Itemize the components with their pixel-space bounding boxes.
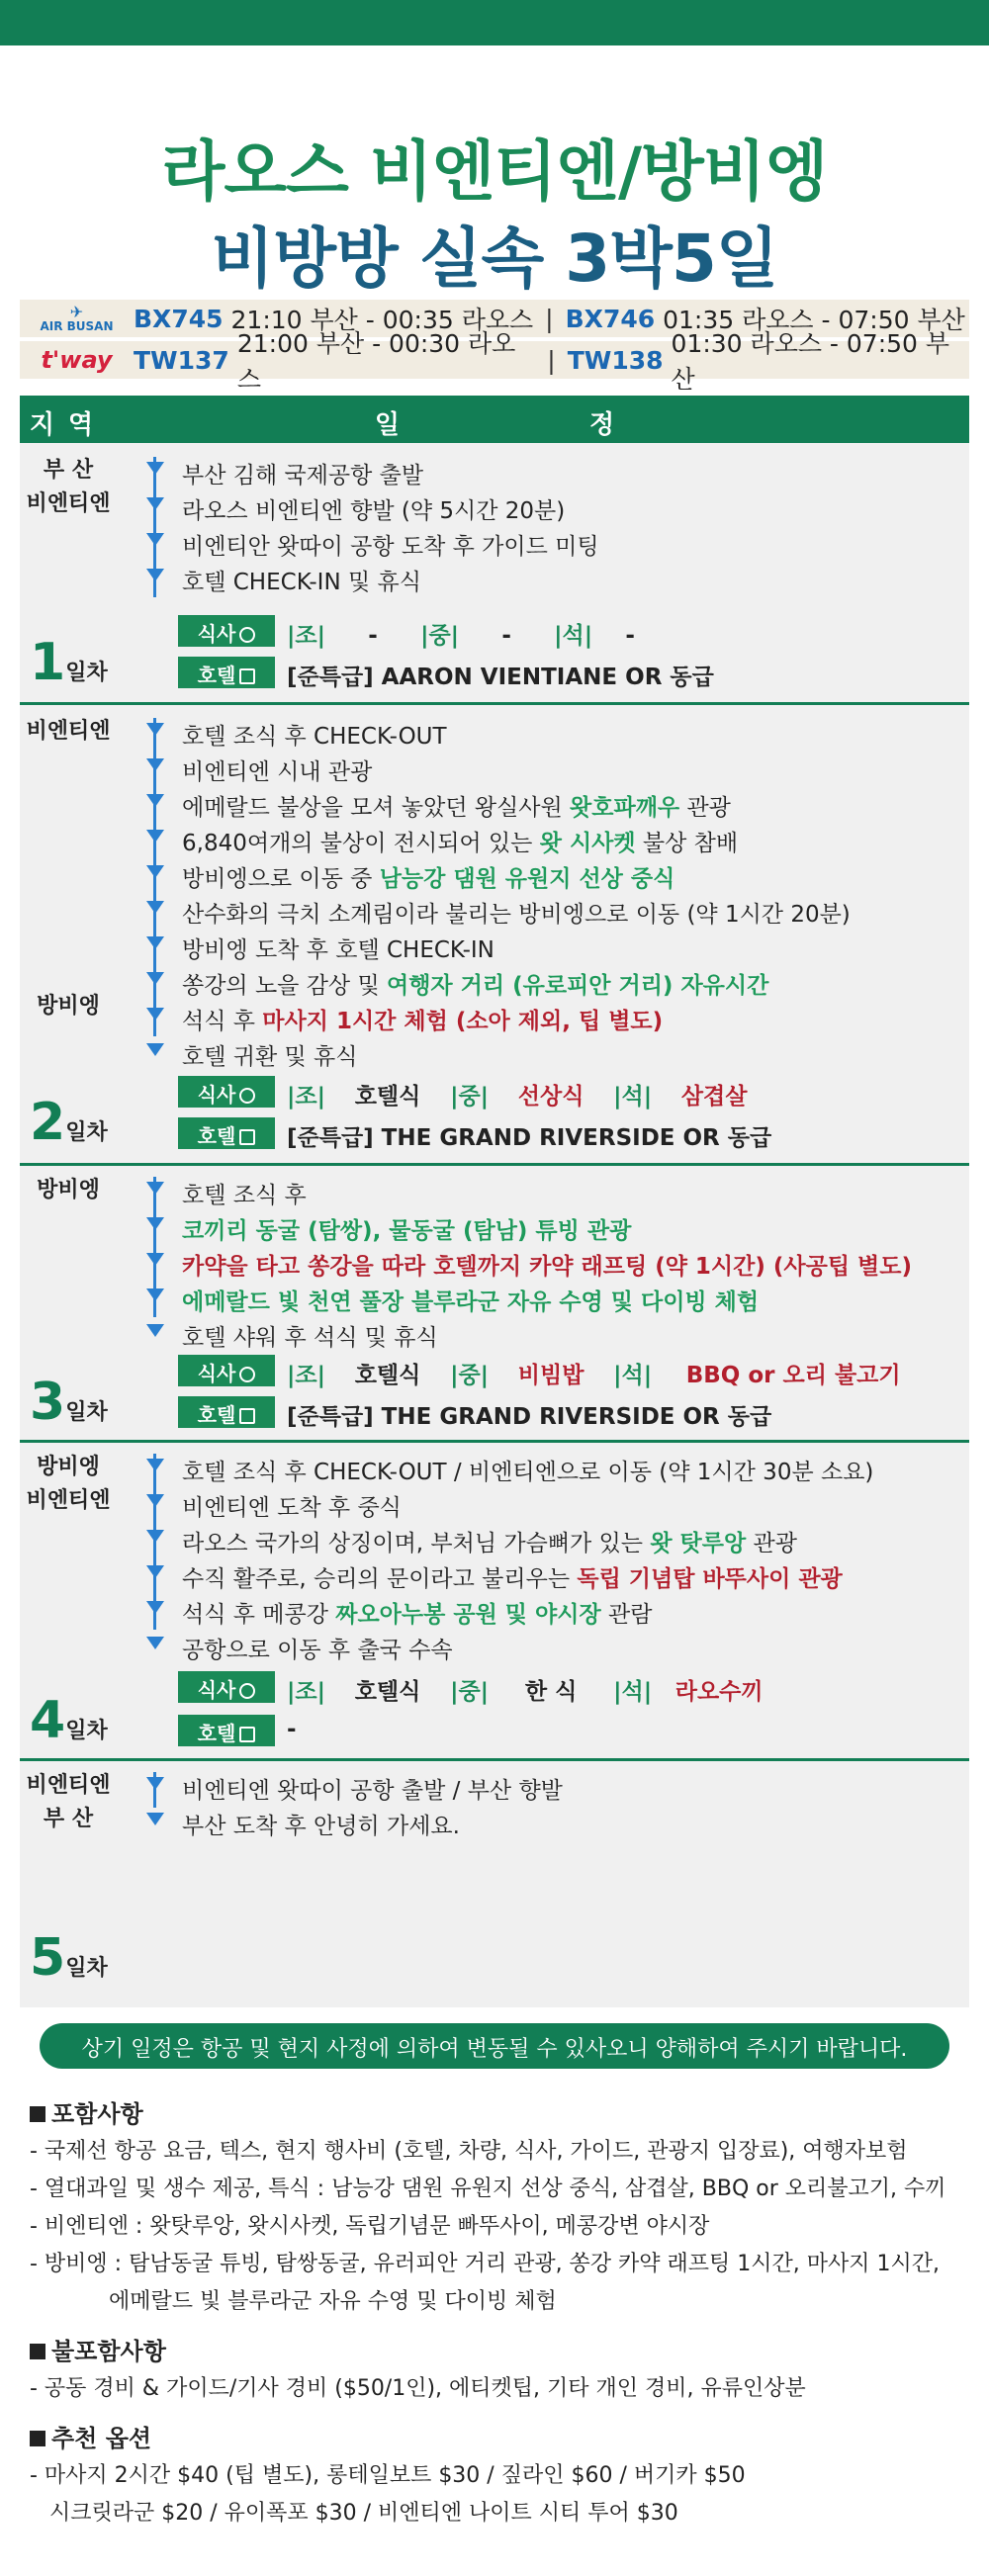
flight-time: 01:35 라오스 - 07:50 부산 xyxy=(663,306,965,334)
list-item: 비엔티엔 도착 후 중식 xyxy=(146,1487,967,1523)
arrow-down-icon xyxy=(146,865,164,878)
arrow-down-icon xyxy=(146,1601,164,1614)
separator: | xyxy=(545,304,554,333)
list-item: 코끼리 동굴 (탐쌍), 물동굴 (탐남) 튜빙 관광 xyxy=(146,1210,967,1246)
list-item: 수직 활주로, 승리의 문이라고 불리우는 독립 기념탑 바뚜사이 관광 xyxy=(146,1558,967,1594)
header-schedule: 일 정 xyxy=(374,410,615,440)
hotel-name: [준특급] THE GRAND RIVERSIDE OR 동급 xyxy=(287,1404,772,1430)
building-icon xyxy=(239,1129,255,1145)
list-item: 산수화의 극치 소계림이라 불리는 방비엥으로 이동 (약 1시간 20분) xyxy=(146,894,967,930)
day1-region: 부 산 xyxy=(43,458,94,483)
included-line: - 국제선 항공 요금, 텍스, 현지 행사비 (호텔, 차량, 식사, 가이드, 관광지 입장료), 여행자보험 xyxy=(30,2139,908,2164)
hotel-tag: 호텔 xyxy=(178,1396,275,1428)
arrow-down-icon xyxy=(146,723,164,736)
included-line: - 열대과일 및 생수 제공, 특식 : 남능강 댐원 유원지 선상 중식, 삼겹살, BBQ or 오리불고기, 수끼 xyxy=(30,2176,946,2201)
hotel-tag: 호텔 xyxy=(178,657,275,688)
arrow-down-icon xyxy=(146,1288,164,1301)
arrow-down-icon xyxy=(146,1324,164,1337)
options-line: - 마사지 2시간 $40 (팁 별도), 롱테일보트 $30 / 짚라인 $60 / 버기카 $50 xyxy=(30,2463,746,2488)
day4-region: 비엔티엔 xyxy=(26,1488,111,1513)
excluded-title: 불포함사항 xyxy=(30,2332,969,2366)
arrow-down-icon xyxy=(146,1253,164,1266)
arrow-down-icon xyxy=(146,936,164,949)
meal-tag: 식사 xyxy=(178,1671,275,1703)
list-item: 카약을 타고 쏭강을 따라 호텔까지 카약 래프팅 (약 1시간) (사공팁 별도) xyxy=(146,1246,967,1282)
arrow-down-icon xyxy=(146,1008,164,1021)
day4-label: 4일차 xyxy=(30,1691,108,1750)
arrow-down-icon xyxy=(146,972,164,985)
excluded-line: - 공동 경비 & 가이드/기사 경비 ($50/1인), 에티켓팁, 기타 개인 경비, 유류인상분 xyxy=(30,2376,806,2401)
day-divider xyxy=(20,1758,969,1761)
list-item: 방비엥 도착 후 호텔 CHECK-IN xyxy=(146,930,967,965)
list-item: 6,840여개의 불상이 전시되어 있는 왓 시사켓 불상 참배 xyxy=(146,823,967,858)
flight-time: 21:10 부산 - 00:35 라오스 xyxy=(230,306,534,334)
included-line: 에메랄드 빛 블루라군 자유 수영 및 다이빙 체험 xyxy=(109,2289,557,2314)
list-item: 호텔 CHECK-IN 및 휴식 xyxy=(146,562,967,597)
day5-region: 부 산 xyxy=(43,1807,94,1831)
day5-label: 5일차 xyxy=(30,1928,108,1988)
day2-region: 방비엥 xyxy=(37,994,100,1019)
meal-tag: 식사 xyxy=(178,1076,275,1108)
arrow-down-icon xyxy=(146,569,164,581)
flight-code: TW137 xyxy=(134,345,229,375)
dish-icon xyxy=(239,627,255,643)
flight-code: BX746 xyxy=(565,304,656,333)
options-line: 시크릿라군 $20 / 유이폭포 $30 / 비엔티엔 나이트 시티 투어 $30 xyxy=(49,2501,678,2526)
list-item: 에메랄드 빛 천연 풀장 블루라군 자유 수영 및 다이빙 체험 xyxy=(146,1282,967,1317)
list-item: 석식 후 마사지 1시간 체험 (소아 제외, 팁 별도) xyxy=(146,1001,967,1036)
dish-icon xyxy=(239,1088,255,1104)
page-title: 라오스 비엔티엔/방비엥 xyxy=(161,133,828,210)
building-icon xyxy=(239,1727,255,1742)
day2-region: 비엔티엔 xyxy=(26,719,111,744)
square-bullet-icon xyxy=(30,2431,45,2446)
list-item: 비엔티안 왓따이 공항 도착 후 가이드 미팅 xyxy=(146,526,967,562)
day4-region: 방비엥 xyxy=(37,1455,100,1479)
arrow-down-icon xyxy=(146,901,164,914)
flight-time: 01:30 라오스 - 07:50 부산 xyxy=(671,329,950,394)
day5-region: 비엔티엔 xyxy=(26,1773,111,1798)
list-item: 부산 도착 후 안녕히 가세요. xyxy=(146,1806,967,1841)
list-item: 비엔티엔 시내 관광 xyxy=(146,752,967,787)
list-item: 호텔 조식 후 CHECK-OUT xyxy=(146,716,967,752)
day1-label: 1일차 xyxy=(30,633,108,692)
square-bullet-icon xyxy=(30,2106,45,2122)
arrow-down-icon xyxy=(146,1043,164,1056)
arrow-down-icon xyxy=(146,830,164,843)
header-region: 지역 xyxy=(29,410,108,440)
list-item: 부산 김해 국제공항 출발 xyxy=(146,455,967,490)
arrow-down-icon xyxy=(146,1459,164,1471)
meal-tag: 식사 xyxy=(178,615,275,647)
schedule-table xyxy=(20,396,969,2007)
arrow-down-icon xyxy=(146,1217,164,1230)
dish-icon xyxy=(239,1683,255,1699)
list-item: 방비엥으로 이동 중 남능강 댐원 유원지 선상 중식 xyxy=(146,858,967,894)
meals: |조| 호텔식 |중| 비빔밥 |석| BBQ or 오리 불고기 xyxy=(287,1363,901,1388)
day1-region: 비엔티엔 xyxy=(26,491,111,516)
list-item: 라오스 비엔티엔 향발 (약 5시간 20분) xyxy=(146,490,967,526)
hotel-tag: 호텔 xyxy=(178,1715,275,1746)
arrow-down-icon xyxy=(146,533,164,546)
included-line: - 방비엥 : 탐남동굴 튜빙, 탐쌍동굴, 유러피안 거리 관광, 쏭강 카약 래프팅 1시간, 마사지 1시간, xyxy=(30,2252,941,2276)
notice-banner: 상기 일정은 항공 및 현지 사정에 의하여 변동될 수 있사오니 양해하여 주시기 바랍니다. xyxy=(40,2023,949,2069)
day2-label: 2일차 xyxy=(30,1093,108,1152)
hotel-name: - xyxy=(287,1717,297,1742)
list-item: 쏭강의 노을 감상 및 여행자 거리 (유로피안 거리) 자유시간 xyxy=(146,965,967,1001)
arrow-down-icon xyxy=(146,462,164,475)
tway-logo: t'way xyxy=(41,346,113,374)
schedule-header xyxy=(20,396,969,443)
arrow-down-icon xyxy=(146,1565,164,1578)
day-divider xyxy=(20,702,969,705)
separator: | xyxy=(547,345,556,375)
day-divider xyxy=(20,1163,969,1166)
meals: |조| - |중| - |석| - xyxy=(287,623,635,649)
meals: |조| 호텔식 |중| 선상식 |석| 삼겹살 xyxy=(287,1084,748,1110)
list-item: 호텔 조식 후 xyxy=(146,1175,967,1210)
arrow-down-icon xyxy=(146,794,164,807)
arrow-down-icon xyxy=(146,1182,164,1195)
arrow-down-icon xyxy=(146,1494,164,1507)
included-line: - 비엔티엔 : 왓탓루앙, 왓시사켓, 독립기념문 빠뚜사이, 메콩강변 야시장 xyxy=(30,2214,710,2239)
day3-label: 3일차 xyxy=(30,1373,108,1432)
airbusan-logo: ✈ AIR BUSAN xyxy=(40,303,114,333)
included-title: 포함사항 xyxy=(30,2094,969,2129)
building-icon xyxy=(239,668,255,684)
arrow-down-icon xyxy=(146,1530,164,1543)
building-icon xyxy=(239,1408,255,1424)
day-divider xyxy=(20,1440,969,1443)
list-item: 석식 후 메콩강 짜오아누봉 공원 및 야시장 관람 xyxy=(146,1594,967,1630)
list-item: 호텔 샤워 후 석식 및 휴식 xyxy=(146,1317,967,1353)
flight-code: TW138 xyxy=(567,345,664,375)
flight-time: 21:00 부산 - 00:30 라오스 xyxy=(236,329,516,394)
hotel-tag: 호텔 xyxy=(178,1117,275,1149)
day3-region: 방비엥 xyxy=(37,1178,100,1202)
flight-row-tway xyxy=(20,329,969,394)
meal-tag: 식사 xyxy=(178,1355,275,1386)
arrow-down-icon xyxy=(146,1637,164,1649)
list-item: 에메랄드 불상을 모셔 놓았던 왕실사원 왓호파깨우 관광 xyxy=(146,787,967,823)
list-item: 공항으로 이동 후 출국 수속 xyxy=(146,1630,967,1665)
arrow-down-icon xyxy=(146,758,164,771)
dish-icon xyxy=(239,1367,255,1382)
page-subtitle: 비방방 실속 3박5일 xyxy=(211,221,778,297)
list-item: 비엔티엔 왓따이 공항 출발 / 부산 향발 xyxy=(146,1770,967,1806)
list-item: 호텔 귀환 및 휴식 xyxy=(146,1036,967,1072)
list-item: 라오스 국가의 상징이며, 부처님 가슴뼈가 있는 왓 탓루앙 관광 xyxy=(146,1523,967,1558)
arrow-down-icon xyxy=(146,1777,164,1790)
arrow-down-icon xyxy=(146,1813,164,1825)
square-bullet-icon xyxy=(30,2344,45,2359)
options-title: 추천 옵션 xyxy=(30,2419,969,2453)
list-item: 호텔 조식 후 CHECK-OUT / 비엔티엔으로 이동 (약 1시간 30분 소요) xyxy=(146,1452,967,1487)
top-bar xyxy=(0,0,989,45)
meals: |조| 호텔식 |중| 한 식 |석| 라오수끼 xyxy=(287,1679,764,1705)
hotel-name: [준특급] AARON VIENTIANE OR 동급 xyxy=(287,665,714,690)
arrow-down-icon xyxy=(146,497,164,510)
flight-code: BX745 xyxy=(134,304,224,333)
hotel-name: [준특급] THE GRAND RIVERSIDE OR 동급 xyxy=(287,1125,772,1151)
